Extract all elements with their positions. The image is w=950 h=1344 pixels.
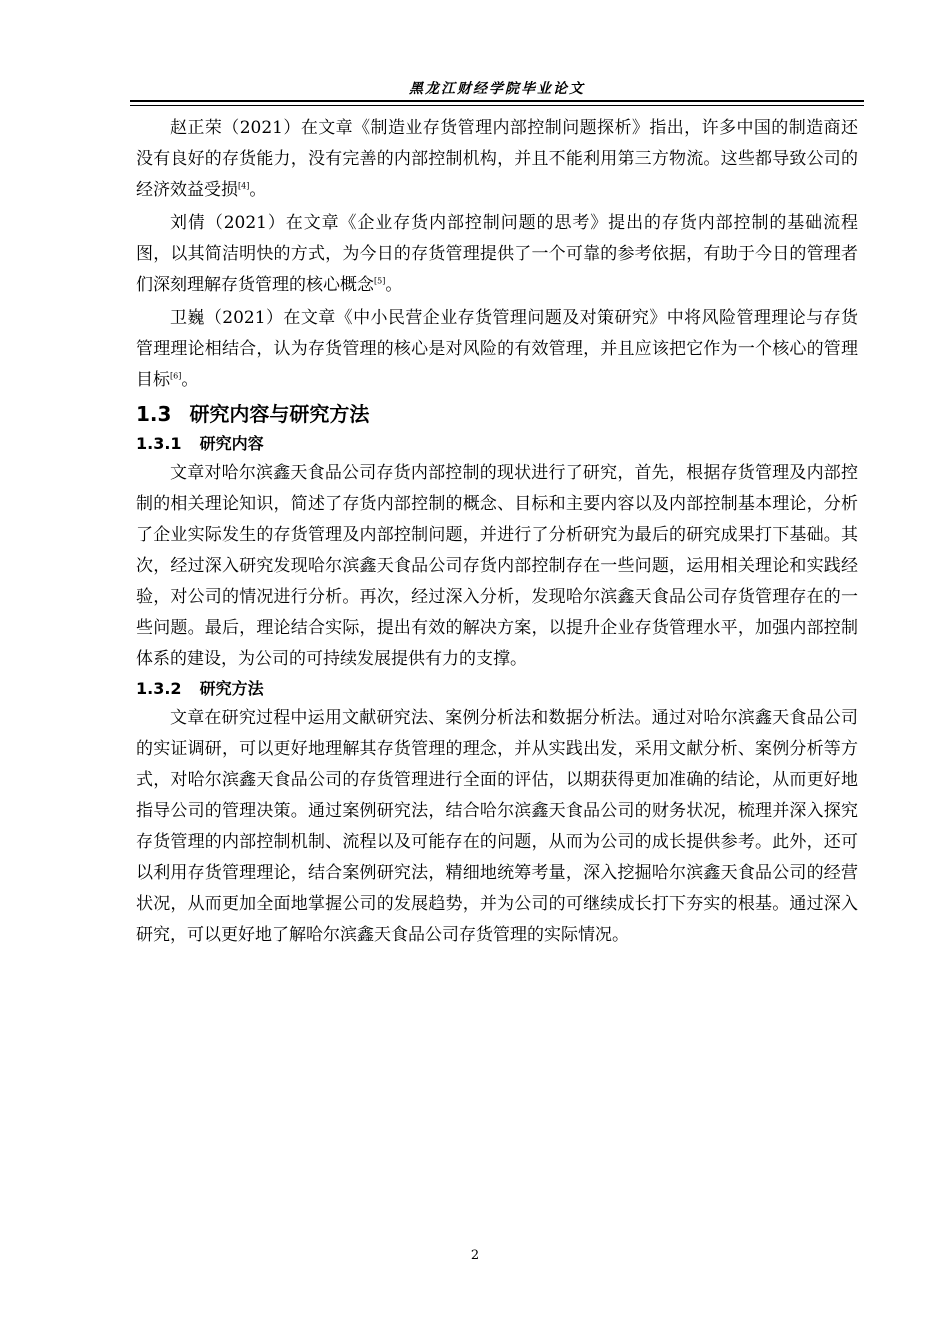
paragraph-zhao: 赵正荣（2021）在文章《制造业存货管理内部控制问题探析》指出，许多中国的制造商还没有良好的存货能力，没有完善的内部控制机构，并且不能利用第三方物流。这些都导致公司的经济效益受损[4]。 xyxy=(136,118,858,200)
page-number: 2 xyxy=(470,1248,480,1263)
section-number: 1.3 xyxy=(136,402,172,426)
section-title: 研究内容与研究方法 xyxy=(189,402,370,426)
subsection-heading-1-3-1 xyxy=(136,430,858,458)
section-heading-1-3 xyxy=(136,398,858,430)
paragraph-research-content: 文章对哈尔滨鑫天食品公司存货内部控制的现状进行了研究，首先，根据存货管理及内部控制的相关理论知识，简述了存货内部控制的概念、目标和主要内容以及内部控制基本理论，分析了企业实际发生的存货管理及内部控制问题，并进行了分析研究为最后的研究成果打下基础。其次，经过深入研究发现哈尔滨鑫天食品公司存货内部控制存在一些问题，运用相关理论和实践经验，对公司的情况进行分析。再次，经过深入分析，发现哈尔滨鑫天食品公司存货管理存在的一些问题。最后，理论结合实际，提出有效的解决方案，以提升企业存货管理水平，加强内部控制体系的建设，为公司的可持续发展提供有力的支撑。 xyxy=(136,463,858,669)
citation-ref: [5] xyxy=(374,276,386,286)
header-rule-thick xyxy=(130,100,864,102)
paragraph-wei: 卫巍（2021）在文章《中小民营企业存货管理问题及对策研究》中将风险管理理论与存货管理理论相结合，认为存货管理的核心是对风险的有效管理，并且应该把它作为一个核心的管理目标[6]。 xyxy=(136,308,858,390)
running-header: 黑龙江财经学院毕业论文 xyxy=(409,81,585,97)
subsection-heading-1-3-2 xyxy=(136,675,858,703)
subsection-number: 1.3.2 xyxy=(136,679,182,698)
subsection-number: 1.3.1 xyxy=(136,434,182,453)
paragraph-liu: 刘倩（2021）在文章《企业存货内部控制问题的思考》提出的存货内部控制的基础流程图，以其简洁明快的方式，为今日的存货管理提供了一个可靠的参考依据，有助于今日的管理者们深刻理解存货管理的核心概念[5]。 xyxy=(136,213,858,295)
page-body xyxy=(136,113,858,951)
subsection-title: 研究方法 xyxy=(199,679,264,698)
citation-ref: [4] xyxy=(238,181,250,191)
subsection-title: 研究内容 xyxy=(199,434,264,453)
paragraph-research-method: 文章在研究过程中运用文献研究法、案例分析法和数据分析法。通过对哈尔滨鑫天食品公司的实证调研，可以更好地理解其存货管理的理念，并从实践出发，采用文献分析、案例分析等方式，对哈尔滨鑫天食品公司的存货管理进行全面的评估，以期获得更加准确的结论，从而更好地指导公司的管理决策。通过案例研究法，结合哈尔滨鑫天食品公司的财务状况，梳理并深入探究存货管理的内部控制机制、流程以及可能存在的问题，从而为公司的成长提供参考。此外，还可以利用存货管理理论，结合案例研究法，精细地统筹考量，深入挖掘哈尔滨鑫天食品公司的经营状况，从而更加全面地掌握公司的发展趋势，并为公司的可继续成长打下夯实的根基。通过深入研究，可以更好地了解哈尔滨鑫天食品公司存货管理的实际情况。 xyxy=(136,708,858,945)
header-rule-thin xyxy=(130,105,864,106)
citation-ref: [6] xyxy=(170,371,182,381)
